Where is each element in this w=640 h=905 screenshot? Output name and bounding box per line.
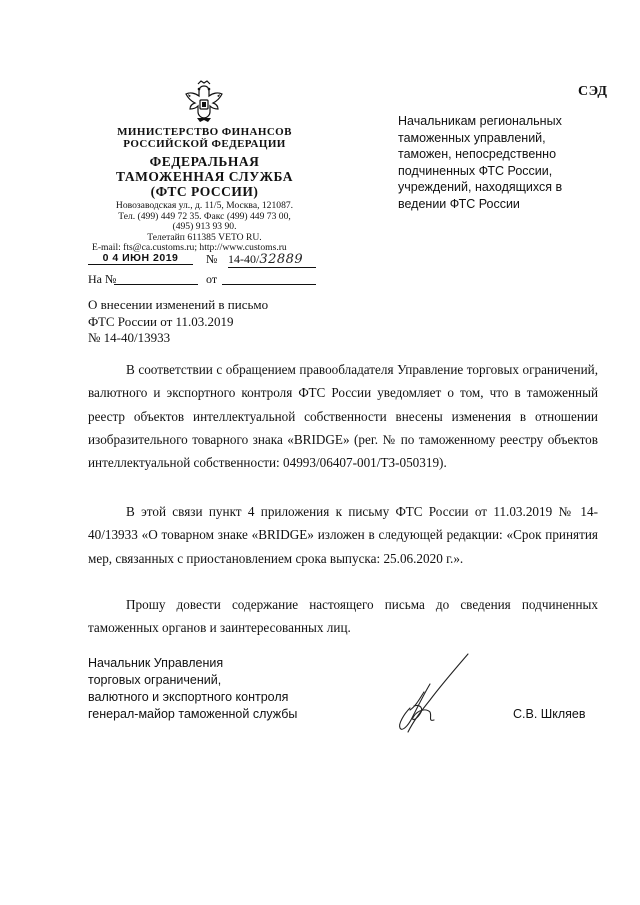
body-paragraph-3-container [88, 593, 598, 640]
ministry-line-2: РОССИЙСКОЙ ФЕДЕРАЦИИ [123, 138, 286, 150]
address-line-1: Новозаводская ул., д. 11/5, Москва, 121087. [115, 200, 294, 211]
body-paragraph-1: В соответствии с обращением правообладателя Управление торговых ограничений, валютного и экспортного контроля ФТС России уведомляет о том, что в таможенный реестр объектов интеллектуальной собственности внесены изменения в отношении изобразительного товарного знака «BRIDGE» (рег. № по таможенному реестру объектов интеллектуальной собственности: 04993/06407-001/ТЗ-050319). [88, 362, 598, 471]
service-line-1: ФЕДЕРАЛЬНАЯ [149, 154, 260, 169]
coat-of-arms-icon [183, 80, 225, 124]
recipient-line: подчиненных ФТС России, [398, 163, 553, 178]
subject-line: ФТС России от 11.03.2019 [88, 313, 234, 329]
number-label: № [206, 252, 218, 266]
signatory-name: С.В. Шкляев [513, 707, 586, 721]
recipient-line: Начальникам региональных [398, 114, 562, 128]
subject-line: О внесении изменений в письмо [88, 297, 269, 312]
recipient-line: ведении ФТС России [398, 196, 520, 211]
body-paragraph-2: В этой связи пункт 4 приложения к письму ФТС России от 11.03.2019 № 14-40/13933 «О товарном знаке «BRIDGE» изложен в следующей редакции: «Срок принятия мер, связанных с приостановлением срока выпуска: 25.06.2020 г.». [88, 504, 598, 566]
reference-number-label: На № [88, 272, 117, 286]
service-name [92, 154, 317, 199]
number-handwritten: 32889 [259, 252, 304, 267]
service-line-3: (ФТС РОССИИ) [150, 184, 259, 199]
service-line-2: ТАМОЖЕННАЯ СЛУЖБА [116, 169, 293, 184]
reference-date-label: от [206, 272, 218, 286]
registration-row [88, 252, 318, 268]
registration-date-stamp: 0 4 ИЮН 2019 [88, 252, 193, 265]
registration-number [228, 252, 316, 268]
sed-mark: СЭД [578, 84, 608, 99]
recipient-line: таможен, непосредственно [398, 147, 557, 161]
ministry-name [92, 126, 317, 150]
address-line-4: Телетайп 611385 VETO RU. [147, 231, 262, 243]
subject-block [88, 297, 328, 347]
position-line: валютного и экспортного контроля [88, 690, 289, 704]
position-line: Начальник Управления [88, 656, 224, 670]
handwritten-signature [390, 648, 480, 740]
signatory-position [88, 655, 297, 723]
reference-number-blank [114, 284, 198, 285]
subject-line: № 14-40/13933 [88, 330, 171, 345]
ministry-line-1: МИНИСТЕРСТВО ФИНАНСОВ [117, 126, 292, 138]
address-block [92, 201, 317, 254]
reference-date-blank [222, 284, 316, 285]
number-printed: 14-40/ [228, 252, 260, 266]
body-paragraph-3: Прошу довести содержание настоящего письма до сведения подчиненных таможенных органов и заинтересованных лиц. [88, 597, 598, 636]
recipient-line: учреждений, находящихся в [398, 180, 563, 194]
body-paragraph-2-container [88, 500, 598, 570]
address-line-5: E-mail: fts@ca.customs.ru; http://www.customs.ru [92, 242, 287, 254]
body-paragraph-1-container [88, 358, 598, 474]
recipient-line: таможенных управлений, [398, 130, 546, 145]
position-line: торговых ограничений, [88, 673, 222, 687]
reference-row [88, 272, 318, 288]
address-line-2: Тел. (499) 449 72 35. Факс (499) 449 73 00, [118, 210, 291, 222]
address-line-3: (495) 913 93 90. [172, 221, 237, 233]
recipient-block [398, 113, 598, 212]
position-line: генерал-майор таможенной службы [88, 707, 298, 721]
